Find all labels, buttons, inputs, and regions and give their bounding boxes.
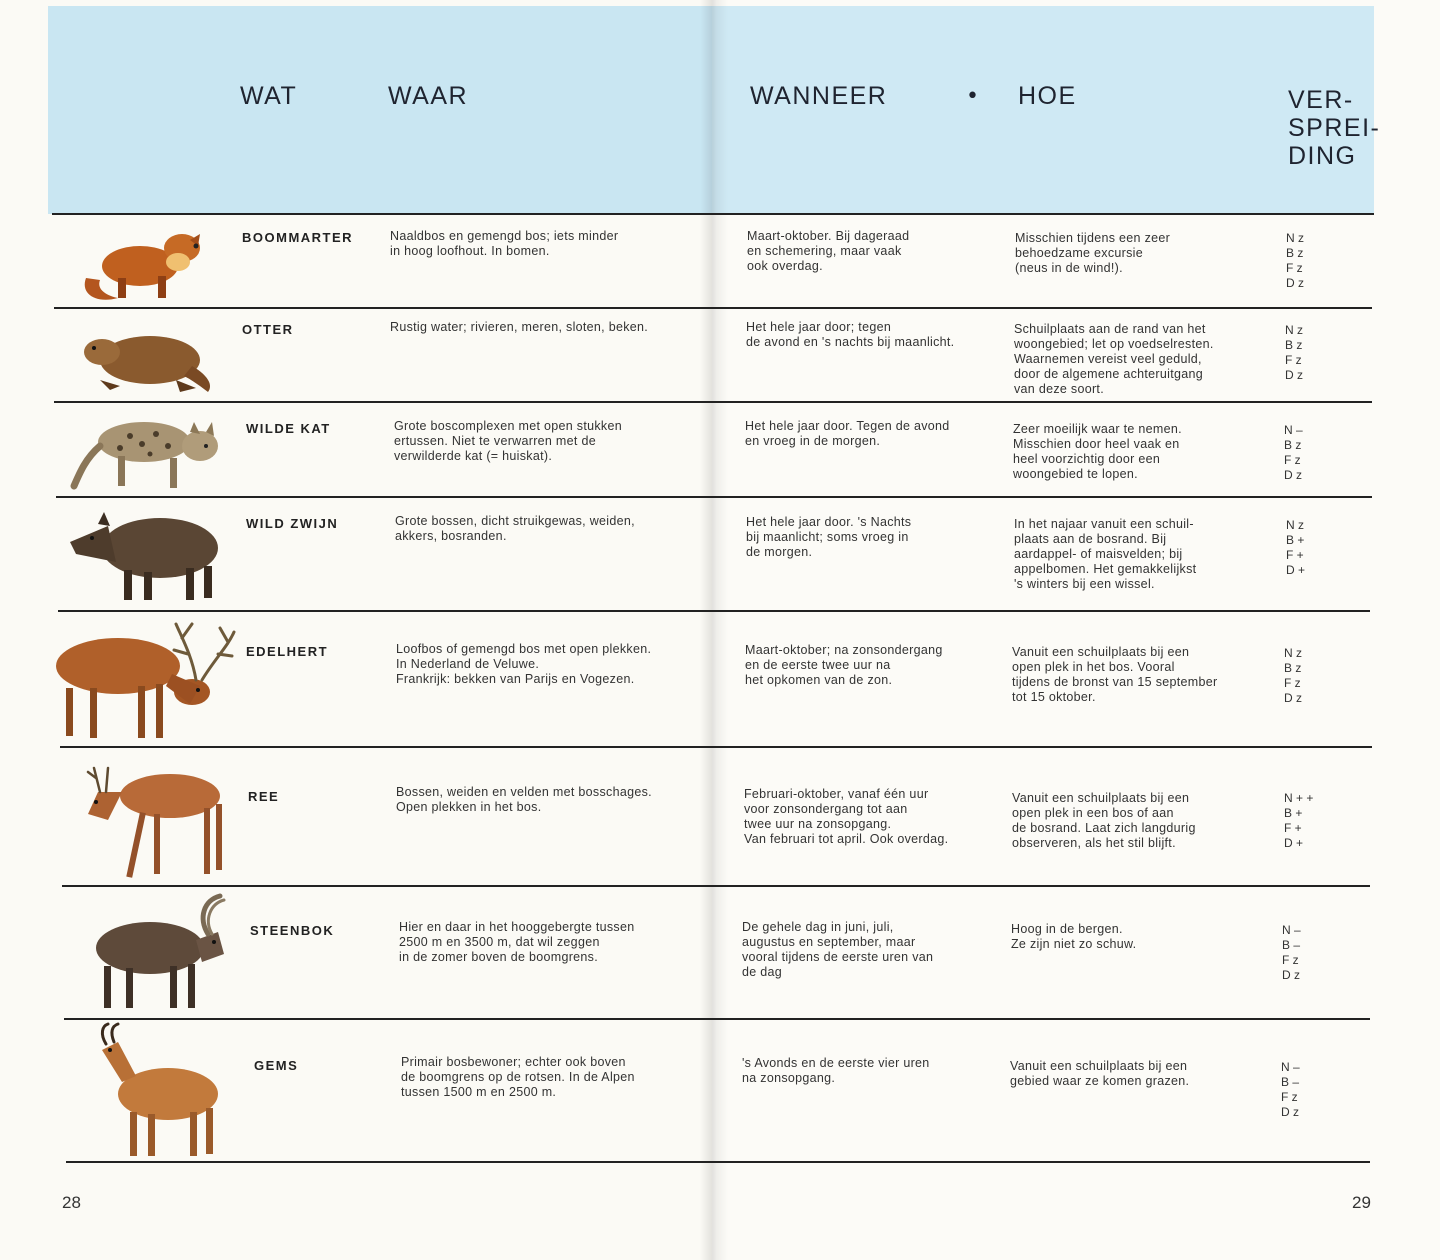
cell-verspreiding: [1281, 1060, 1300, 1120]
cell-waar: Grote boscomplexen met open stukken ertussen. Niet te verwarren met de verwilderde kat (= huiskat).: [394, 419, 622, 463]
table-rule: [62, 885, 1370, 887]
book-gutter: [700, 0, 728, 1260]
animal-name: STEENBOK: [250, 923, 335, 938]
dist-b: B –: [1281, 1075, 1300, 1089]
cell-verspreiding: [1284, 646, 1302, 706]
dist-f: F z: [1285, 353, 1302, 367]
dist-f: F z: [1286, 261, 1303, 275]
dist-n: N + +: [1284, 791, 1314, 805]
table-rule: [58, 610, 1370, 612]
page-number-right: 29: [1352, 1193, 1371, 1212]
dist-f: F z: [1284, 453, 1301, 467]
dist-d: D +: [1286, 563, 1306, 577]
red-deer-icon: [42, 616, 240, 744]
cell-verspreiding: [1284, 423, 1303, 483]
cell-hoe: Schuilplaats aan de rand van het woongebied; let op voedselresten. Waarnemen vereist veel geduld, door de algemene achteruitgang van deze soort.: [1014, 322, 1214, 396]
table-rule: [64, 1018, 1370, 1020]
page-number-left: 28: [62, 1193, 81, 1212]
dist-b: B z: [1285, 338, 1303, 352]
cell-verspreiding: [1286, 231, 1304, 291]
cell-wanneer: Maart-oktober; na zonsondergang en de eerste twee uur na het opkomen van de zon.: [745, 643, 943, 687]
dist-f: F +: [1284, 821, 1302, 835]
cell-hoe: Vanuit een schuilplaats bij een open plek in het bos. Vooral tijdens de bronst van 15 september tot 15 oktober.: [1012, 645, 1218, 704]
cell-verspreiding: [1286, 518, 1305, 578]
dist-b: B z: [1286, 246, 1304, 260]
cell-waar: Naaldbos en gemengd bos; iets minder in hoog loofhout. In bomen.: [390, 229, 619, 258]
dist-n: N z: [1286, 231, 1304, 245]
cell-hoe: Misschien tijdens een zeer behoedzame excursie (neus in de wind!).: [1015, 231, 1171, 275]
dist-n: N z: [1284, 646, 1302, 660]
cell-wanneer: Maart-oktober. Bij dageraad en schemering, maar vaak ook overdag.: [747, 229, 910, 273]
cell-verspreiding: [1282, 923, 1301, 983]
cell-wanneer: 's Avonds en de eerste vier uren na zonsopgang.: [742, 1056, 930, 1085]
cell-hoe: Vanuit een schuilplaats bij een gebied waar ze komen grazen.: [1010, 1059, 1190, 1088]
dist-f: F z: [1284, 676, 1301, 690]
dist-f: F z: [1281, 1090, 1298, 1104]
cell-wanneer: Februari-oktober, vanaf één uur voor zonsondergang tot aan twee uur na zonsopgang. Van februari tot april. Ook overdag.: [744, 787, 949, 846]
dist-d: D z: [1284, 691, 1302, 705]
dist-d: D z: [1281, 1105, 1299, 1119]
otter-icon: [80, 316, 220, 398]
header-verspreiding-line2: SPREI-: [1288, 114, 1381, 142]
header-separator: •: [966, 84, 979, 109]
dist-f: F +: [1286, 548, 1304, 562]
chamois-icon: [92, 1022, 228, 1160]
dist-d: D z: [1285, 368, 1303, 382]
cell-verspreiding: [1285, 323, 1303, 383]
cell-waar: Rustig water; rivieren, meren, sloten, beken.: [390, 320, 649, 334]
cell-waar: Hier en daar in het hooggebergte tussen 2500 m en 3500 m, dat wil zeggen in de zomer boven de boomgrens.: [399, 920, 635, 964]
table-rule: [60, 746, 1372, 748]
ibex-icon: [86, 892, 230, 1014]
header-verspreiding: [1288, 86, 1380, 170]
wild-boar-icon: [68, 502, 228, 606]
animal-name: BOOMMARTER: [242, 230, 354, 245]
cell-waar: Grote bossen, dicht struikgewas, weiden, akkers, bosranden.: [395, 514, 635, 543]
dist-d: D z: [1282, 968, 1300, 982]
cell-hoe: In het najaar vanuit een schuil- plaats aan de bosrand. Bij aardappel- of maisvelden; bij appelbomen. Het gemakkelijkst 's winters bij een wissel.: [1014, 517, 1197, 591]
cell-waar: Bossen, weiden en velden met bosschages. Open plekken in het bos.: [396, 785, 652, 814]
table-rule: [66, 1161, 1370, 1163]
cell-waar: Primair bosbewoner; echter ook boven de boomgrens op de rotsen. In de Alpen tussen 1500 m en 2500 m.: [401, 1055, 635, 1099]
wildcat-icon: [70, 406, 230, 494]
table-rule: [54, 307, 1372, 309]
table-rule: [52, 213, 1374, 215]
table-rule: [54, 401, 1372, 403]
animal-name: REE: [248, 789, 280, 804]
cell-verspreiding: [1284, 791, 1313, 851]
dist-b: B +: [1284, 806, 1303, 820]
dist-b: B –: [1282, 938, 1301, 952]
dist-d: D z: [1284, 468, 1302, 482]
dist-f: F z: [1282, 953, 1299, 967]
header-hoe: HOE: [1018, 82, 1077, 110]
header-wanneer: WANNEER: [750, 82, 888, 110]
dist-n: N –: [1281, 1060, 1300, 1074]
header-verspreiding-line1: VER-: [1288, 86, 1354, 114]
dist-b: B z: [1284, 661, 1302, 675]
header-band-left: [48, 6, 712, 214]
animal-name: EDELHERT: [246, 644, 329, 659]
dist-b: B z: [1284, 438, 1302, 452]
cell-waar: Loofbos of gemengd bos met open plekken. In Nederland de Veluwe. Frankrijk: bekken van Parijs en Vogezen.: [396, 642, 652, 686]
cell-wanneer: Het hele jaar door. Tegen de avond en vroeg in de morgen.: [745, 419, 950, 448]
dist-d: D z: [1286, 276, 1304, 290]
cell-hoe: Hoog in de bergen. Ze zijn niet zo schuw.: [1011, 922, 1137, 951]
header-verspreiding-line3: DING: [1288, 142, 1357, 170]
cell-wanneer: Het hele jaar door; tegen de avond en 's nachts bij maanlicht.: [746, 320, 955, 349]
animal-name: WILDE KAT: [246, 421, 331, 436]
header-wat: WAT: [240, 82, 298, 110]
cell-hoe: Vanuit een schuilplaats bij een open plek in een bos of aan de bosrand. Laat zich langdurig observeren, als het stil blijft.: [1012, 791, 1196, 850]
animal-name: WILD ZWIJN: [246, 516, 339, 531]
header-waar: WAAR: [388, 82, 469, 110]
cell-wanneer: Het hele jaar door. 's Nachts bij maanlicht; soms vroeg in de morgen.: [746, 515, 912, 559]
table-rule: [56, 496, 1372, 498]
dist-b: B +: [1286, 533, 1305, 547]
cell-wanneer: De gehele dag in juni, juli, augustus en september, maar vooral tijdens de eerste uren van de dag: [742, 920, 934, 979]
animal-name: OTTER: [242, 322, 294, 337]
dist-n: N –: [1282, 923, 1301, 937]
dist-n: N –: [1284, 423, 1303, 437]
dist-n: N z: [1285, 323, 1303, 337]
roe-deer-icon: [74, 756, 230, 884]
pine-marten-icon: [78, 218, 218, 306]
cell-hoe: Zeer moeilijk waar te nemen. Misschien door heel vaak en heel voorzichtig door een woongebied te lopen.: [1013, 422, 1182, 481]
dist-n: N z: [1286, 518, 1304, 532]
animal-name: GEMS: [254, 1058, 299, 1073]
dist-d: D +: [1284, 836, 1304, 850]
